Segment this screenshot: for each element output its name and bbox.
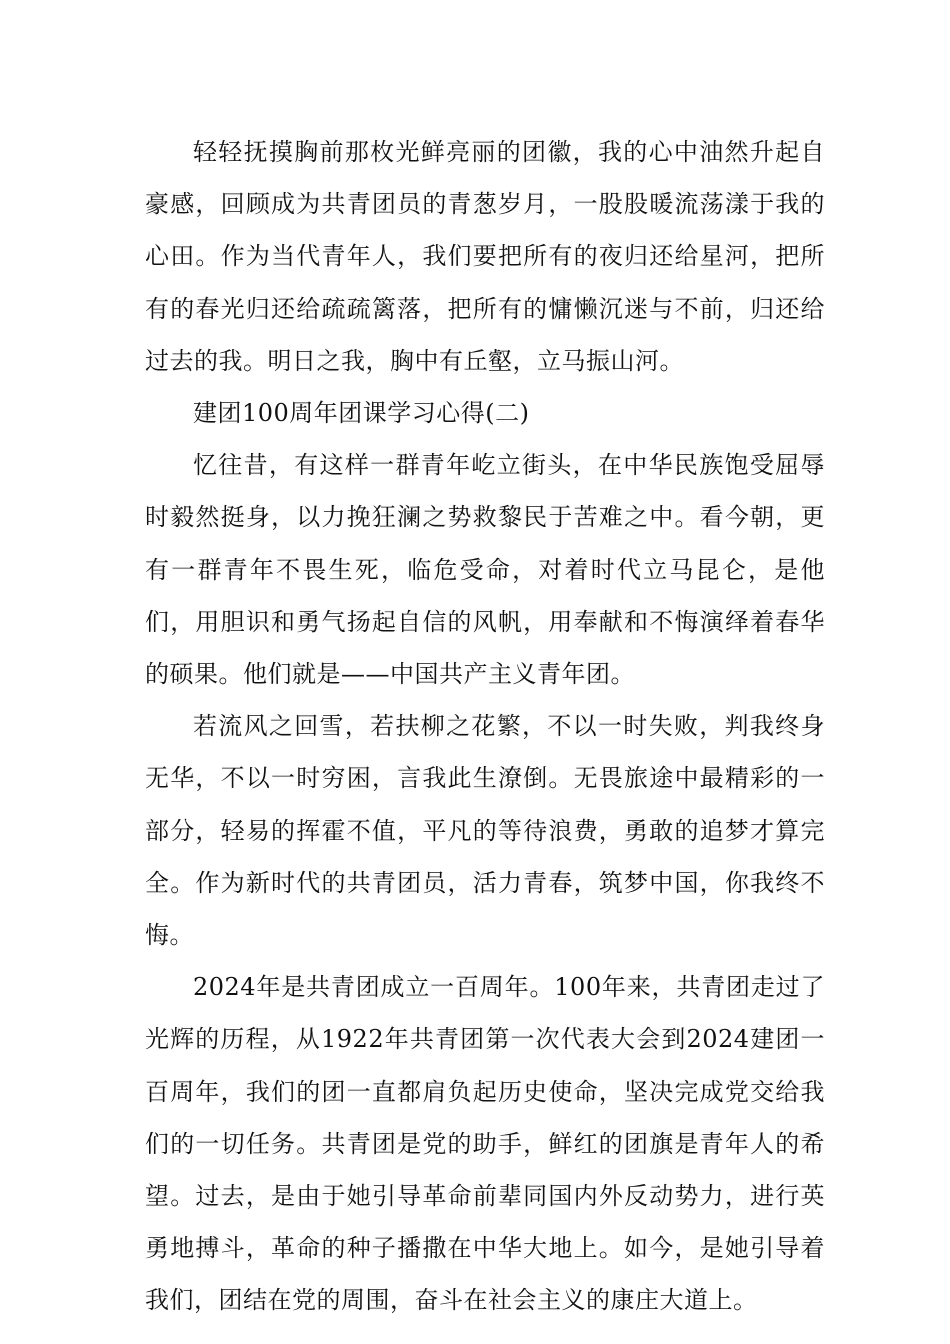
document-body — [145, 126, 825, 1327]
paragraph-centenary: 2024年是共青团成立一百周年。100年来，共青团走过了光辉的历程，从1922年共青团第一次代表大会到2024建团一百周年，我们的团一直都肩负起历史使命，坚决完成党交给我们的一切任务。共青团是党的助手，鲜红的团旗是青年人的希望。过去，是由于她引导革命前辈同国内外反动势力，进行英勇地搏斗，革命的种子播撒在中华大地上。如今，是她引导着我们，团结在党的周围，奋斗在社会主义的康庄大道上。 — [145, 973, 825, 1315]
paragraph-youth: 若流风之回雪，若扶柳之花繁，不以一时失败，判我终身无华，不以一时穷困，言我此生潦倒。无畏旅途中最精彩的一部分，轻易的挥霍不值，平凡的等待浪费，勇敢的追梦才算完全。作为新时代的共青团员，活力青春，筑梦中国，你我终不悔。 — [145, 712, 825, 950]
section-heading: 建团100周年团课学习心得(二) — [193, 399, 530, 428]
paragraph-history: 忆往昔，有这样一群青年屹立街头，在中华民族饱受屈辱时毅然挺身，以力挽狂澜之势救黎民于苦难之中。看今朝，更有一群青年不畏生死，临危受命，对着时代立马昆仑，是他们，用胆识和勇气扬起自信的风帆，用奉献和不悔演绎着春华的硕果。他们就是——中国共产主义青年团。 — [145, 451, 825, 689]
paragraph-intro: 轻轻抚摸胸前那枚光鲜亮丽的团徽，我的心中油然升起自豪感，回顾成为共青团员的青葱岁月，一股股暖流荡漾于我的心田。作为当代青年人，我们要把所有的夜归还给星河，把所有的春光归还给疏疏篱落，把所有的慵懒沉迷与不前，归还给过去的我。明日之我，胸中有丘壑，立马振山河。 — [145, 138, 825, 375]
